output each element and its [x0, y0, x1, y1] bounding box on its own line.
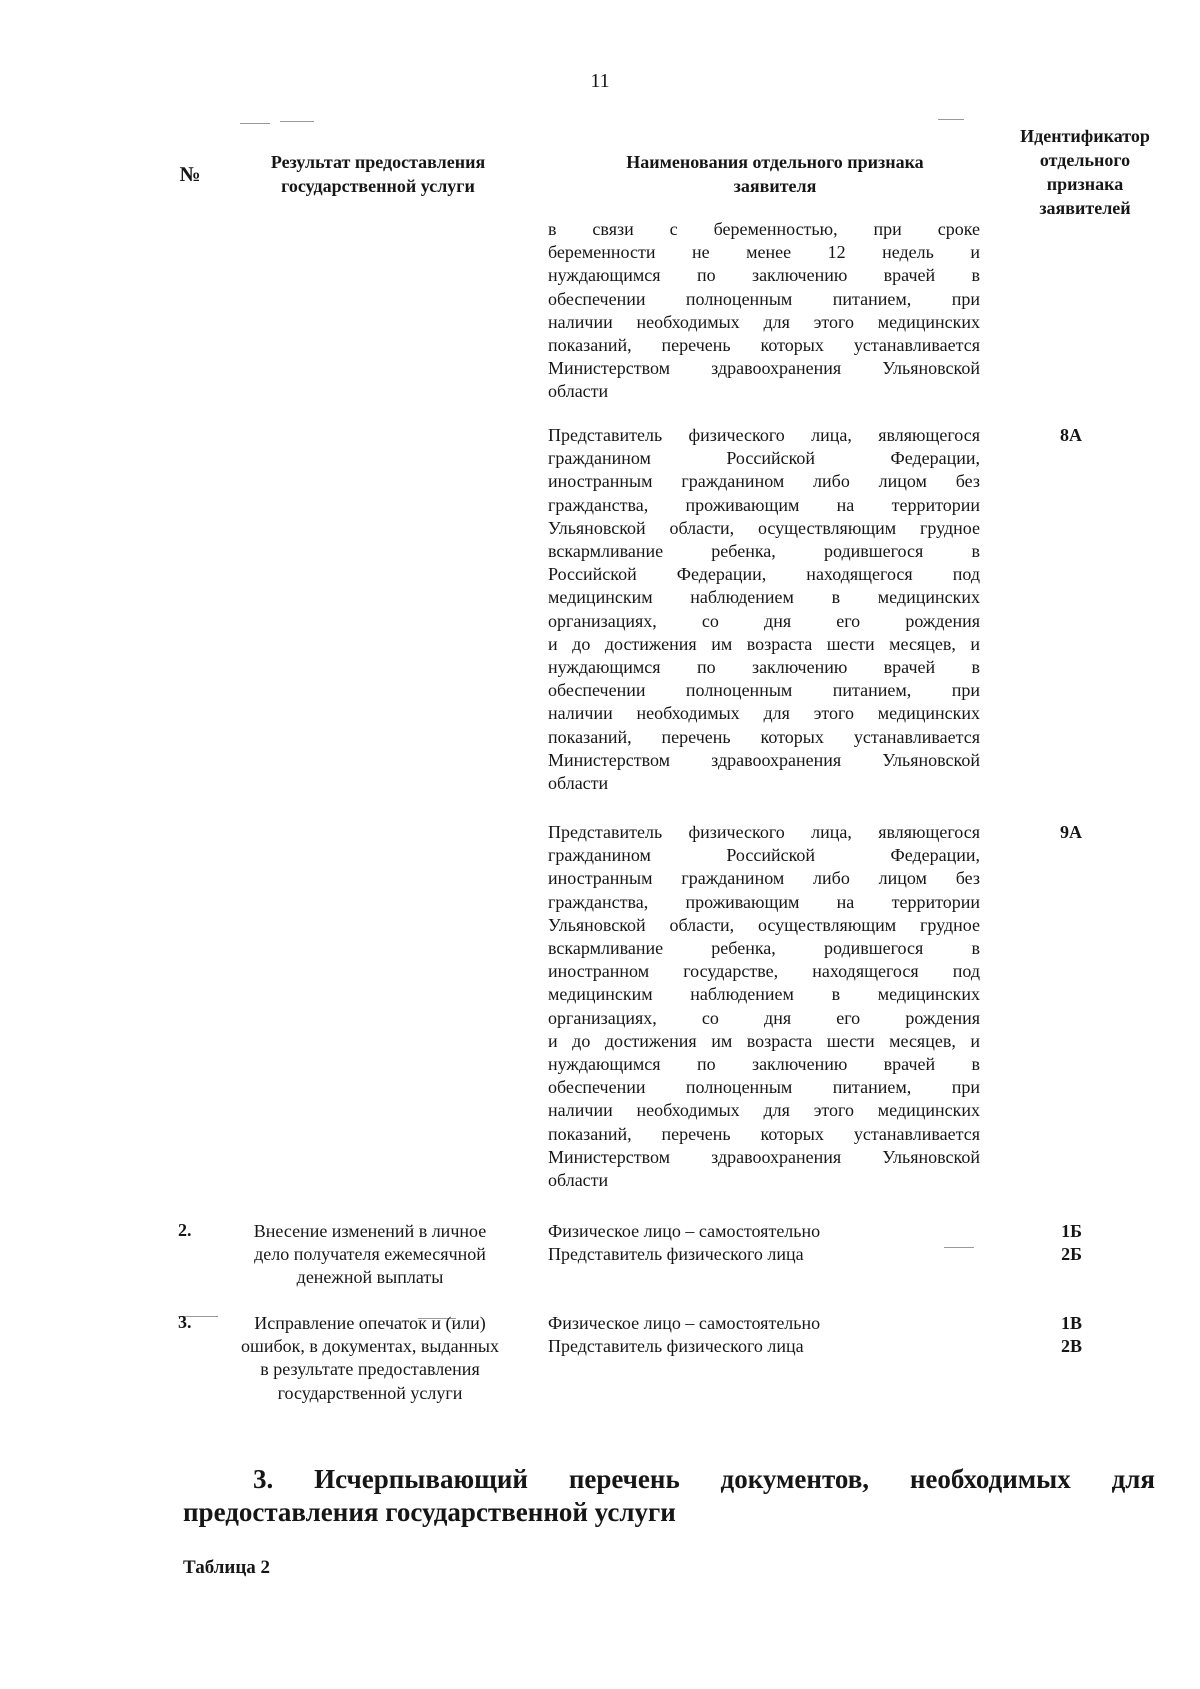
text-line: Исправление опечаток и (или): [254, 1313, 486, 1333]
text-line: гражданином Российской Федерации,: [548, 448, 980, 469]
text-line: медицинским наблюдением в медицинских: [548, 587, 980, 608]
text-line: гражданства, проживающим на территории: [548, 494, 980, 515]
text-line: иностранным гражданином либо лицом без: [548, 471, 980, 492]
section-word: для: [1111, 1464, 1155, 1494]
text-line: Представитель физического лица, являющегося: [548, 822, 980, 842]
text-line: Ульяновской области, осуществляющим грудное: [548, 914, 980, 935]
attribute-text: [548, 424, 980, 795]
text-line: Министерством здравоохранения Ульяновской: [548, 358, 980, 379]
text-line: наличии необходимых для этого медицинских: [548, 311, 980, 332]
header-attribute: [575, 150, 975, 198]
text-line: Представитель физического лица: [548, 1244, 804, 1265]
attribute-text: [548, 218, 980, 404]
text-line: нуждающимся по заключению врачей в: [548, 265, 980, 286]
attribute-text: [548, 1312, 980, 1358]
section-word: Исчерпывающий: [314, 1464, 528, 1494]
header-result: [228, 150, 528, 198]
text-line: области: [548, 773, 609, 794]
header-identifier: [1000, 124, 1170, 220]
header-attribute-line: Наименования отдельного признака: [626, 152, 924, 172]
text-line: в результате предоставления: [260, 1359, 480, 1380]
text-line: государственной услуги: [277, 1382, 463, 1403]
header-result-line: государственной услуги: [281, 176, 475, 196]
scan-artifact: [938, 119, 964, 120]
text-line: Российской Федерации, находящегося под: [548, 564, 980, 585]
text-line: иностранным гражданином либо лицом без: [548, 868, 980, 889]
text-line: медицинским наблюдением в медицинских: [548, 984, 980, 1005]
text-line: Ульяновской области, осуществляющим грудное: [548, 517, 980, 538]
text-line: Министерством здравоохранения Ульяновской: [548, 1146, 980, 1167]
identifier-code: 2В: [1060, 1336, 1082, 1356]
result-text: [220, 1312, 520, 1405]
text-line: Представитель физического лица: [548, 1336, 804, 1357]
header-attribute-line: заявителя: [733, 176, 817, 196]
identifier-code: 9А: [1060, 822, 1082, 842]
text-line: и до достижения им возраста шести месяцев, и: [548, 1030, 980, 1051]
text-line: ошибок, в документах, выданных: [241, 1336, 499, 1357]
identifier-code: 1Б: [1061, 1221, 1082, 1241]
text-line: иностранном государстве, находящегося под: [548, 961, 980, 982]
text-line: Представитель физического лица, являющегося: [548, 425, 980, 445]
text-line: обеспечении полноценным питанием, при: [548, 1077, 980, 1098]
attribute-text: [548, 1220, 980, 1266]
section-heading-line: [183, 1463, 1155, 1496]
text-line: области: [548, 381, 609, 402]
text-line: вскармливание ребенка, родившегося в: [548, 938, 980, 959]
text-line: нуждающимся по заключению врачей в: [548, 657, 980, 678]
attribute-text: [548, 821, 980, 1192]
row-number: 2.: [178, 1220, 192, 1240]
header-identifier-line: заявителей: [1039, 198, 1131, 218]
text-line: показаний, перечень которых устанавливается: [548, 335, 980, 356]
section-word: перечень: [568, 1464, 680, 1494]
header-result-line: Результат предоставления: [270, 152, 486, 172]
text-line: Внесение изменений в личное: [253, 1221, 487, 1241]
header-identifier-line: Идентификатор: [1020, 126, 1150, 146]
text-line: обеспечении полноценным питанием, при: [548, 288, 980, 309]
text-line: показаний, перечень которых устанавливается: [548, 726, 980, 747]
text-line: беременности не менее 12 недель и: [548, 242, 980, 263]
text-line: организациях, со дня его рождения: [548, 1007, 980, 1028]
identifier-codes: [1040, 1220, 1082, 1266]
text-line: наличии необходимых для этого медицинских: [548, 703, 980, 724]
scan-artifact: [280, 121, 314, 122]
row-number: 3.: [178, 1312, 192, 1332]
identifier-code: 8А: [1060, 425, 1082, 445]
text-line: Физическое лицо – самостоятельно: [548, 1313, 821, 1333]
text-line: Физическое лицо – самостоятельно: [548, 1221, 821, 1241]
text-line: области: [548, 1170, 609, 1191]
header-identifier-line: признака: [1046, 174, 1124, 194]
text-line: нуждающимся по заключению врачей в: [548, 1054, 980, 1075]
text-line: гражданства, проживающим на территории: [548, 891, 980, 912]
section-word: документов,: [720, 1464, 870, 1494]
text-line: вскармливание ребенка, родившегося в: [548, 541, 980, 562]
identifier-code: 1В: [1060, 1313, 1082, 1333]
text-line: денежной выплаты: [296, 1267, 444, 1288]
text-line: гражданином Российской Федерации,: [548, 845, 980, 866]
text-line: организациях, со дня его рождения: [548, 610, 980, 631]
section-number: 3.: [253, 1464, 274, 1494]
section-heading: [183, 1463, 1155, 1529]
identifier-code: 2Б: [1061, 1244, 1082, 1264]
header-identifier-line: отдельного: [1039, 150, 1131, 170]
table-caption: Таблица 2: [183, 1557, 271, 1578]
text-line: и до достижения им возраста шести месяцев, и: [548, 633, 980, 654]
section-word: необходимых: [909, 1464, 1071, 1494]
text-line: дело получателя ежемесячной: [254, 1244, 486, 1265]
text-line: в связи с беременностью, при сроке: [548, 219, 980, 239]
text-line: Министерством здравоохранения Ульяновской: [548, 749, 980, 770]
section-heading-line: предоставления государственной услуги: [183, 1497, 676, 1527]
text-line: обеспечении полноценным питанием, при: [548, 680, 980, 701]
result-text: [220, 1220, 520, 1290]
page-number: 11: [590, 70, 610, 92]
scan-artifact: [240, 123, 270, 124]
text-line: наличии необходимых для этого медицинских: [548, 1100, 980, 1121]
header-number: №: [179, 162, 201, 186]
identifier-codes: [1040, 1312, 1082, 1358]
text-line: показаний, перечень которых устанавливается: [548, 1123, 980, 1144]
